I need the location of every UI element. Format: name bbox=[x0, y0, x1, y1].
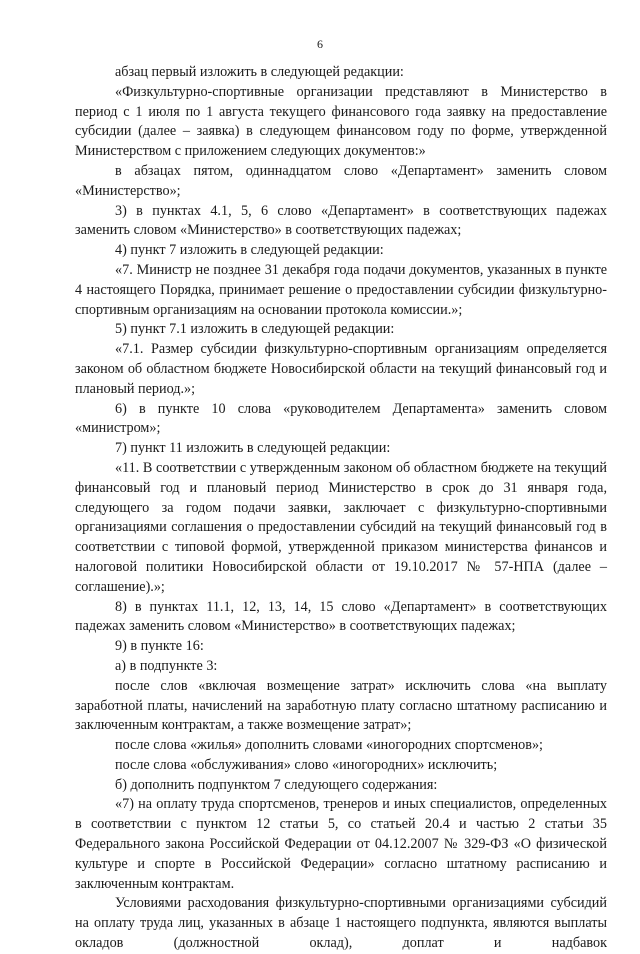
paragraph: Условиями расходования физкультурно-спортивными организациями субсидий на оплату труда лиц, указанных в абзаце 1 настоящего подпункта, являются выплаты окладов (должностной оклад), доплат и надбавок bbox=[75, 895, 607, 952]
paragraph: 7) пункт 11 изложить в следующей редакции: bbox=[115, 440, 391, 457]
paragraph: 6) в пункте 10 слова «руководителем Департамента» заменить словом «министром»; bbox=[75, 400, 607, 437]
paragraph: 4) пункт 7 изложить в следующей редакции: bbox=[115, 242, 384, 259]
paragraph: после слова «обслуживания» слово «иногородних» исключить; bbox=[115, 756, 498, 773]
paragraph: «11. В соответствии с утвержденным законом об областном бюджете на текущий финансовый год и плановый период Министерство в срок до 31 января года, следующего за годом подачи заявки, заключает с физкультурно-спортивными организациями соглашения о предоставлении субсидий на текущий финансовый год в соответствии с типовой формой, утвержденной приказом министерства финансов и налоговой политики Новосибирской области от 19.10.2017 № 57-НПА (далее – соглашение).»; bbox=[75, 459, 607, 595]
paragraph: «7. Министр не позднее 31 декабря года подачи документов, указанных в пункте 4 настоящего Порядка, принимает решение о предоставлении субсидии физкультурно-спортивным организациям на основании протокола комиссии.»; bbox=[75, 261, 607, 318]
paragraph: 9) в пункте 16: bbox=[115, 638, 204, 655]
paragraph: 5) пункт 7.1 изложить в следующей редакции: bbox=[115, 321, 395, 338]
paragraph: «7) на оплату труда спортсменов, тренеров и иных специалистов, определенных в соответствии с пунктом 12 статьи 5, со статьей 20.4 и частью 2 статьи 35 Федерального закона Российской Федерации от 04.12.2007 № 329-ФЗ «О физической культуре и спорте в Российской Федерации» согласно штатному расписанию и заключенным контрактам. bbox=[75, 796, 607, 892]
page-number: 6 bbox=[317, 37, 323, 51]
document-body bbox=[75, 63, 607, 954]
paragraph: «7.1. Размер субсидии физкультурно-спортивным организациям определяется законом об областном бюджете Новосибирской области на текущий финансовый год и плановый период.»; bbox=[75, 341, 607, 397]
paragraph: б) дополнить подпунктом 7 следующего содержания: bbox=[115, 776, 438, 793]
paragraph: «Физкультурно-спортивные организации представляют в Министерство в период с 1 июля по 1 августа текущего финансового года заявку на предоставление субсидии (далее – заявка) в следующем финансовом году по форме, утвержденной Министерством с приложением следующих документов:» bbox=[75, 83, 607, 160]
paragraph: после слова «жилья» дополнить словами «иногородних спортсменов»; bbox=[115, 737, 543, 754]
paragraph: 3) в пунктах 4.1, 5, 6 слово «Департамент» в соответствующих падежах заменить словом «Министерство» в соответствующих падежах; bbox=[75, 202, 607, 239]
paragraph: после слов «включая возмещение затрат» исключить слова «на выплату заработной платы, начислений на заработную плату согласно штатному расписанию и заключенным контрактам, а также возмещение затрат»; bbox=[75, 677, 607, 734]
paragraph: а) в подпункте 3: bbox=[115, 657, 218, 674]
paragraph: абзац первый изложить в следующей редакции: bbox=[115, 64, 404, 80]
paragraph: в абзацах пятом, одиннадцатом слово «Департамент» заменить словом «Министерство»; bbox=[75, 162, 607, 199]
paragraph: 8) в пунктах 11.1, 12, 13, 14, 15 слово «Департамент» в соответствующих падежах заменить словом «Министерство» в соответствующих падежах; bbox=[75, 598, 607, 635]
